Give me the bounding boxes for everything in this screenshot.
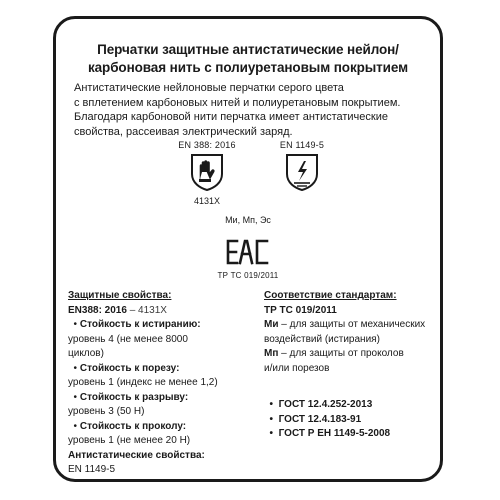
property-item: • Стойкость к порезу:: [68, 362, 180, 374]
mp-desc: – для защиты от проколов: [281, 348, 404, 359]
gost-item: • ГОСТ 12.4.183-91: [264, 413, 362, 425]
antistatic-value: EN 1149-5: [68, 464, 116, 475]
mp-line: [264, 347, 439, 362]
gost-label: ГОСТ 12.4.183-91: [278, 413, 362, 425]
property-item: • Стойкость к разрыву:: [68, 391, 189, 403]
standards-column: [264, 289, 439, 442]
property-desc: уровень 1 (индекс не менее 1,2): [68, 377, 218, 388]
mi-desc: – для защиты от механических: [281, 319, 426, 330]
en388-value: – 4131X: [129, 304, 167, 316]
electrostatic-shield-icon: [284, 152, 320, 192]
property-label: Стойкость к проколу:: [79, 420, 187, 432]
protective-properties-column: [68, 289, 248, 478]
cert-en388-code: 4131X: [193, 196, 221, 206]
property-desc: уровень 3 (50 Н): [68, 406, 145, 417]
description-line: Благодаря карбоновой нити перчатка имеет антистатические: [74, 111, 388, 123]
property-label: Стойкость к порезу:: [79, 362, 180, 374]
en388-line: [68, 304, 248, 319]
standards-heading: Соответствие стандартам:: [264, 290, 397, 301]
mp-desc-2: и/или порезов: [264, 362, 330, 374]
gost-item: • ГОСТ 12.4.252-2013: [264, 399, 373, 410]
property-desc: циклов): [68, 348, 104, 359]
en388-label: EN388: 2016: [68, 304, 127, 316]
glove-shield-icon: [189, 152, 225, 192]
property-label: Стойкость к истиранию:: [79, 319, 201, 330]
product-label-card: [53, 16, 443, 482]
cert-en1149-standard: EN 1149-5: [279, 140, 325, 150]
antistatic-heading: Антистатические свойства:: [68, 449, 205, 461]
mp-label: Мп: [264, 348, 279, 359]
cert-en388: [176, 140, 238, 206]
property-desc: уровень 4 (не менее 8000: [68, 333, 188, 345]
cert-en388-standard: EN 388: 2016: [178, 140, 236, 150]
eac-logo-icon: [226, 237, 270, 267]
description-line: Антистатические нейлоновые перчатки серого цвета: [74, 82, 344, 94]
property-desc: уровень 1 (не менее 20 Н): [68, 435, 191, 446]
cert-en1149: [274, 140, 330, 192]
gost-label: ГОСТ Р ЕН 1149-5-2008: [278, 428, 391, 439]
title-line-2: карбоновая нить с полиуретановым покрытием: [87, 60, 409, 75]
property-item: • Стойкость к проколу:: [68, 420, 187, 432]
description-line: свойства, рассеивая электрический заряд.: [74, 125, 293, 138]
standards-trts: ТР ТС 019/2011: [264, 304, 337, 316]
protection-codes: Ми, Мп, Эс: [225, 215, 271, 225]
gost-item: • ГОСТ Р ЕН 1149-5-2008: [264, 428, 391, 439]
mi-label: Ми: [264, 319, 279, 330]
description-line: с вплетением карбоновых нитей и полиуретановым покрытием.: [74, 96, 401, 109]
gost-label: ГОСТ 12.4.252-2013: [278, 399, 373, 410]
mi-desc-2: воздействий (истирания): [264, 333, 380, 345]
title-line-1: Перчатки защитные антистатические нейлон/: [97, 42, 399, 57]
mi-line: [264, 318, 439, 333]
product-title: [56, 41, 440, 77]
product-description: [74, 81, 428, 139]
property-label: Стойкость к разрыву:: [79, 391, 189, 403]
eac-mark: [56, 237, 440, 272]
property-item: • Стойкость к истиранию:: [68, 319, 201, 330]
protective-heading: Защитные свойства:: [68, 290, 172, 301]
tr-ts-mark: ТР ТС 019/2011: [217, 271, 279, 280]
